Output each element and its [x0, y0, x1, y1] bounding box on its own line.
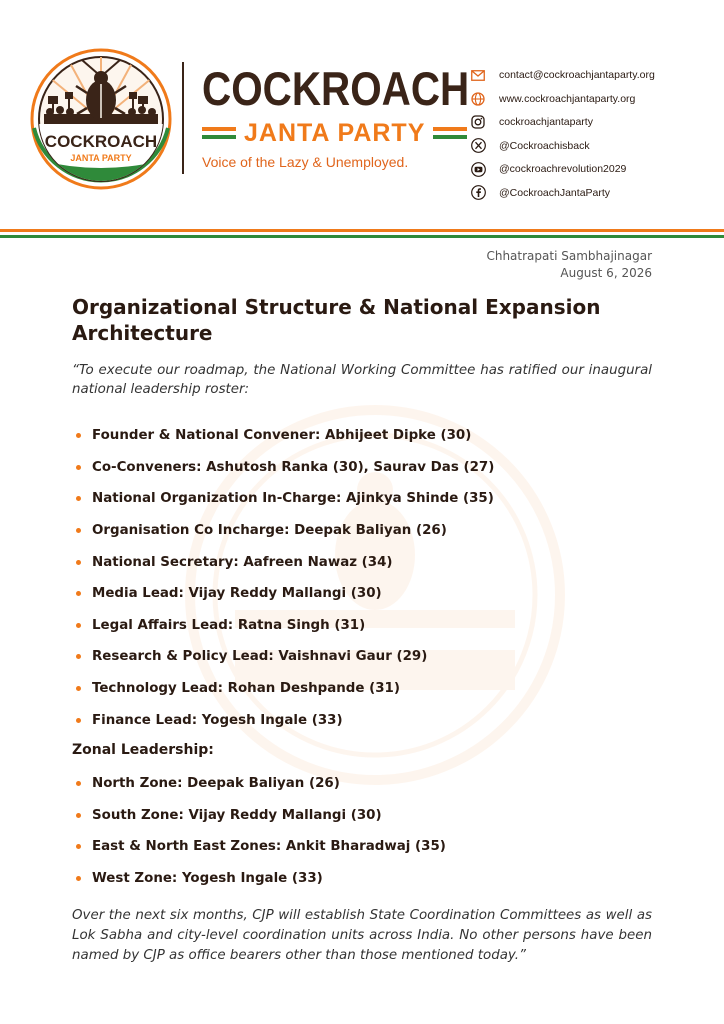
bullet-icon: [76, 654, 81, 659]
bullet-icon: [76, 623, 81, 628]
intro-paragraph: “To execute our roadmap, the National Working Committee has ratified our inaugural national leadership roster:: [72, 363, 652, 397]
zonal-roster: [76, 768, 656, 894]
zone-item: East & North East Zones: Ankit Bharadwaj (35): [76, 831, 656, 863]
header-divider: [182, 62, 184, 174]
zonal-heading: Zonal Leadership:: [72, 742, 214, 758]
logo-text-cockroach: COCKROACH: [44, 132, 158, 151]
globe-icon: [470, 91, 486, 107]
bullet-icon: [76, 465, 81, 470]
roster-item: National Secretary: Aafreen Nawaz (34): [76, 546, 656, 578]
party-name: COCKROACH: [202, 62, 470, 115]
dateline-date: August 6, 2026: [560, 266, 652, 280]
zone-item: West Zone: Yogesh Ingale (33): [76, 863, 656, 895]
roster-item: Media Lead: Vijay Reddy Mallangi (30): [76, 578, 656, 610]
facebook-icon: [470, 185, 486, 201]
roster-item: Research & Policy Lead: Vaishnavi Gaur (29): [76, 641, 656, 673]
bullet-icon: [76, 813, 81, 818]
contact-list: [470, 64, 710, 205]
instagram-icon: [470, 114, 486, 130]
contact-youtube-text: @cockroachrevolution2029: [499, 163, 627, 175]
contact-x[interactable]: [470, 135, 710, 157]
roster-item: Legal Affairs Lead: Ratna Singh (31): [76, 610, 656, 642]
bullet-icon: [76, 560, 81, 565]
bullet-icon: [76, 433, 81, 438]
tricolor-bars-left: [202, 127, 236, 139]
bullet-icon: [76, 496, 81, 501]
roster-item: Co-Conveners: Ashutosh Ranka (30), Saurav Das (27): [76, 452, 656, 484]
youtube-icon: [470, 161, 486, 177]
dateline-place: Chhatrapati Sambhajinagar: [486, 249, 652, 263]
party-tagline: Voice of the Lazy & Unemployed.: [202, 154, 409, 170]
contact-instagram-text: cockroachjantaparty: [499, 116, 593, 128]
contact-website[interactable]: [470, 88, 710, 110]
bullet-icon: [76, 591, 81, 596]
logo-text-janta: JANTA PARTY: [70, 153, 132, 163]
dateline: [486, 248, 652, 282]
roster-item: Organisation Co Incharge: Deepak Baliyan (26): [76, 515, 656, 547]
roster-item: Finance Lead: Yogesh Ingale (33): [76, 704, 656, 736]
x-icon: [470, 138, 486, 154]
bullet-icon: [76, 686, 81, 691]
contact-instagram[interactable]: [470, 111, 710, 133]
bullet-icon: [76, 781, 81, 786]
zone-item: North Zone: Deepak Baliyan (26): [76, 768, 656, 800]
contact-website-text: www.cockroachjantaparty.org: [499, 92, 636, 105]
national-roster: [76, 420, 656, 736]
party-subname-row: [202, 118, 472, 148]
contact-youtube[interactable]: [470, 158, 710, 180]
contact-x-text: @Cockroachisback: [499, 139, 590, 152]
tricolor-bars-right: [433, 127, 467, 139]
roster-item: Founder & National Convener: Abhijeet Dipke (30): [76, 420, 656, 452]
contact-email-text: contact@cockroachjantaparty.org: [499, 69, 655, 81]
mail-icon: [470, 67, 486, 83]
document-title: Organizational Structure & National Expansion Architecture: [72, 295, 601, 345]
bullet-icon: [76, 718, 81, 723]
tricolor-stripe: [0, 229, 724, 241]
closing-paragraph: Over the next six months, CJP will establish State Coordination Committees as well as Lok Sabha and city-level coordination units across India. No other persons have been named by CJP as office bearers other than those mentioned today.”: [72, 908, 652, 963]
contact-facebook-text: @CockroachJantaParty: [499, 186, 611, 199]
party-wordmark: [202, 64, 472, 170]
party-subname: JANTA PARTY: [244, 118, 426, 147]
bullet-icon: [76, 844, 81, 849]
roster-item: National Organization In-Charge: Ajinkya Shinde (35): [76, 483, 656, 515]
zone-item: South Zone: Vijay Reddy Mallangi (30): [76, 800, 656, 832]
roster-item: Technology Lead: Rohan Deshpande (31): [76, 673, 656, 705]
bullet-icon: [76, 876, 81, 881]
bullet-icon: [76, 528, 81, 533]
letterhead: [0, 0, 724, 228]
party-logo: [30, 48, 172, 190]
contact-email[interactable]: [470, 64, 710, 86]
contact-facebook[interactable]: [470, 182, 710, 204]
